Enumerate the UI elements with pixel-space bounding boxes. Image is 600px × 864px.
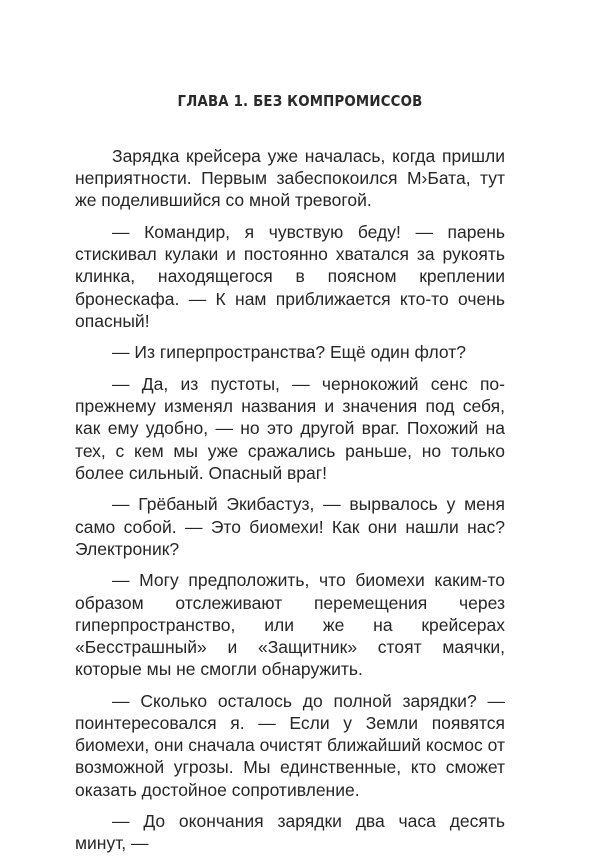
- paragraph: — Грёбаный Экибастуз, — вырвалось у меня само собой. — Это биомехи! Как они нашли нас? Электроник?: [75, 494, 505, 559]
- paragraph: — Да, из пустоты, — чернокожий сенс по-прежнему изменял названия и значения под себя, как ему удобно, — но это другой враг. Похожий на тех, с кем мы уже сражались раньше, но только более сильный. Опасный враг!: [75, 374, 505, 483]
- paragraph: — Сколько осталось до полной зарядки? — поинтересовался я. — Если у Земли появятся биомехи, они сначала очистят ближайший космос от возможной угрозы. Мы единственные, кто сможет оказать достойное сопротивление.: [75, 690, 505, 800]
- paragraph: — До окончания зарядки два часа десять минут, —: [75, 811, 505, 854]
- paragraph: Зарядка крейсера уже началась, когда пришли неприятности. Первым забеспокоился М›Бата, тут же поделившийся со мной тревогой.: [75, 146, 505, 211]
- paragraph: — Могу предположить, что биомехи каким-то образом отслеживают перемещения через гиперпространство, или же на крейсерах «Бесстрашный» и «Защитник» стоят маячки, которые мы не смогли обнаружить.: [75, 570, 505, 680]
- chapter-body: [75, 145, 505, 864]
- paragraph: — Из гиперпространства? Ещё один флот?: [112, 342, 466, 363]
- paragraph: — Командир, я чувствую беду! — парень стискивал кулаки и постоянно хватался за рукоять клинка, находящегося в поясном креплении бронескафа. — К нам приближается кто-то очень опасный!: [75, 222, 505, 331]
- chapter-title: ГЛАВА 1. БЕЗ КОМПРОМИССОВ: [177, 92, 423, 110]
